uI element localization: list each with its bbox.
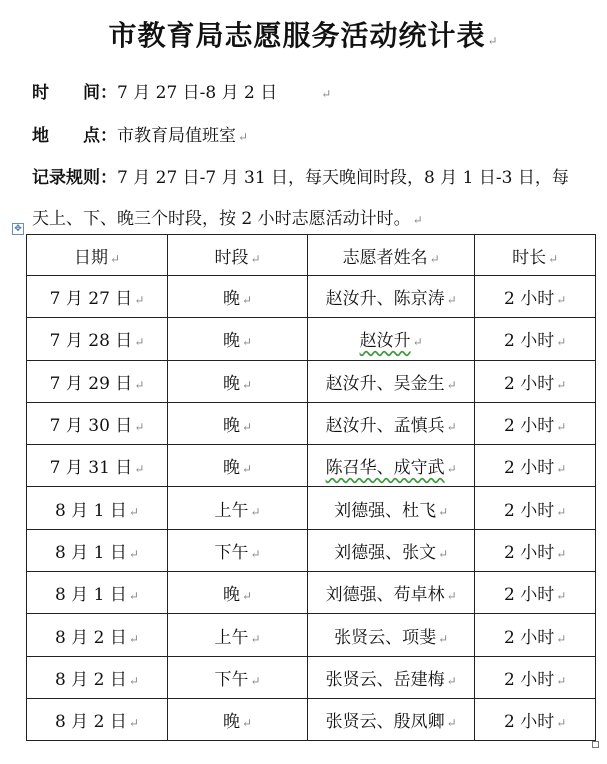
table-row [27, 487, 596, 529]
duration-cell: 2 小时 ↵ [475, 360, 596, 402]
rules-text-2: 天上、下、晚三个时段，按 2 小时志愿活动计时。 [32, 209, 411, 229]
header-volunteer-names: 志愿者姓名 ↵ [308, 235, 475, 276]
table-row [27, 572, 596, 614]
names-cell: 刘德强、张文 ↵ [308, 529, 475, 571]
paragraph-mark-icon: ↵ [487, 34, 499, 48]
period-cell: 晚 ↵ [168, 276, 308, 318]
paragraph-mark-icon: ↵ [321, 87, 332, 101]
table-header-row [27, 235, 596, 276]
duration-cell: 2 小时 ↵ [475, 656, 596, 698]
period-cell: 上午 ↵ [168, 614, 308, 656]
rules-line-2 [32, 204, 423, 229]
period-cell: 下午 ↵ [168, 656, 308, 698]
table-row [27, 698, 596, 740]
document-title [0, 14, 607, 54]
duration-cell: 2 小时 ↵ [475, 614, 596, 656]
header-date: 日期 ↵ [27, 235, 168, 276]
period-cell: 晚 ↵ [168, 698, 308, 740]
duration-cell: 2 小时 ↵ [475, 572, 596, 614]
duration-cell: 2 小时 ↵ [475, 318, 596, 360]
table-row [27, 360, 596, 402]
date-cell: 7 月 31 日 ↵ [27, 445, 168, 487]
table-row [27, 656, 596, 698]
place-label: 地 点： [32, 126, 117, 146]
period-cell: 晚 ↵ [168, 445, 308, 487]
duration-cell: 2 小时 ↵ [475, 276, 596, 318]
rules-line-1 [32, 163, 569, 188]
names-cell: 张贤云、岳建梅 ↵ [308, 656, 475, 698]
period-cell: 晚 ↵ [168, 360, 308, 402]
period-cell: 晚 ↵ [168, 402, 308, 444]
date-cell: 8 月 2 日 ↵ [27, 614, 168, 656]
place-line [32, 121, 248, 146]
title-text: 市教育局志愿服务活动统计表 [108, 19, 486, 52]
volunteer-table [26, 234, 596, 741]
names-cell: 赵汝升、孟慎兵 ↵ [308, 402, 475, 444]
table-move-handle-icon[interactable]: ✥ [12, 223, 24, 235]
date-cell: 8 月 2 日 ↵ [27, 656, 168, 698]
time-label: 时 间： [32, 83, 117, 103]
date-cell: 8 月 1 日 ↵ [27, 529, 168, 571]
place-value: 市教育局值班室 [117, 126, 236, 146]
date-cell: 7 月 27 日 ↵ [27, 276, 168, 318]
names-cell: 张贤云、项斐 ↵ [308, 614, 475, 656]
duration-cell: 2 小时 ↵ [475, 487, 596, 529]
period-cell: 上午 ↵ [168, 487, 308, 529]
period-cell: 晚 ↵ [168, 572, 308, 614]
header-period: 时段 ↵ [168, 235, 308, 276]
duration-cell: 2 小时 ↵ [475, 445, 596, 487]
paragraph-mark-icon: ↵ [238, 130, 249, 144]
header-duration: 时长 ↵ [475, 235, 596, 276]
rules-label: 记录规则： [32, 168, 117, 188]
date-cell: 7 月 28 日 ↵ [27, 318, 168, 360]
table-row [27, 614, 596, 656]
period-cell: 下午 ↵ [168, 529, 308, 571]
paragraph-mark-icon: ↵ [412, 213, 423, 227]
time-value: 7 月 27 日-8 月 2 日 [117, 83, 278, 103]
duration-cell: 2 小时 ↵ [475, 402, 596, 444]
table-row [27, 445, 596, 487]
time-line [32, 78, 331, 103]
table-row [27, 276, 596, 318]
date-cell: 7 月 30 日 ↵ [27, 402, 168, 444]
period-cell: 晚 ↵ [168, 318, 308, 360]
table-row [27, 529, 596, 571]
date-cell: 8 月 1 日 ↵ [27, 572, 168, 614]
table-row [27, 318, 596, 360]
names-cell: 刘德强、杜飞 ↵ [308, 487, 475, 529]
date-cell: 8 月 2 日 ↵ [27, 698, 168, 740]
duration-cell: 2 小时 ↵ [475, 529, 596, 571]
names-cell: 赵汝升、吴金生 ↵ [308, 360, 475, 402]
names-cell: 张贤云、殷凤卿 ↵ [308, 698, 475, 740]
date-cell: 7 月 29 日 ↵ [27, 360, 168, 402]
table-row [27, 402, 596, 444]
date-cell: 8 月 1 日 ↵ [27, 487, 168, 529]
rules-text-1: 7 月 27 日-7 月 31 日，每天晚间时段，8 月 1 日-3 日，每 [117, 168, 569, 188]
table-resize-handle[interactable] [592, 741, 599, 748]
names-cell: 陈召华、成守武 ↵ [308, 445, 475, 487]
names-cell: 刘德强、苟卓林 ↵ [308, 572, 475, 614]
duration-cell: 2 小时 ↵ [475, 698, 596, 740]
names-cell: 赵汝升、陈京涛 ↵ [308, 276, 475, 318]
names-cell: 赵汝升 ↵ [308, 318, 475, 360]
